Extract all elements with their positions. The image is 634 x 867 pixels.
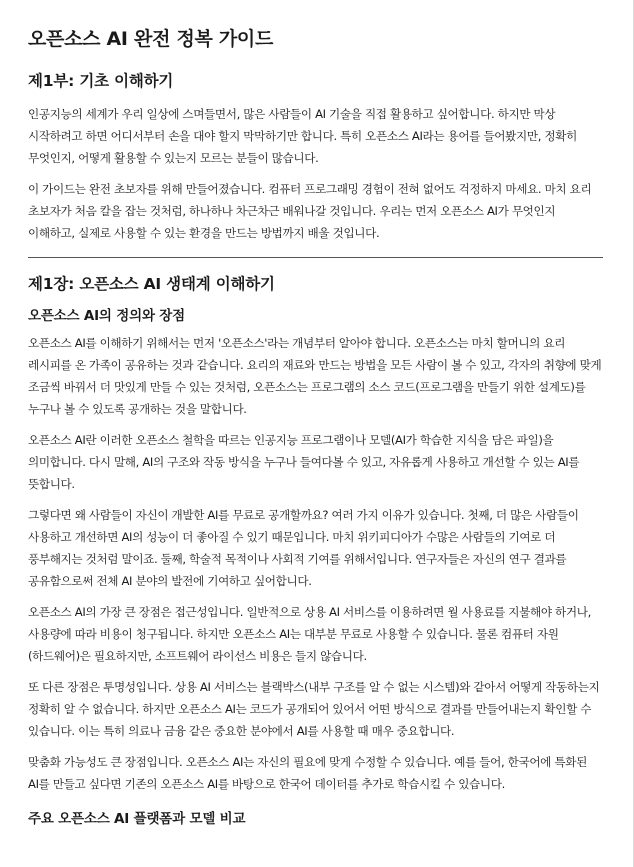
divider (28, 257, 603, 258)
paragraph: 인공지능의 세계가 우리 일상에 스며들면서, 많은 사람들이 AI 기술을 직접 활용하고 싶어합니다. 하지만 막상 시작하려고 하면 어디서부터 손을 대야 할지 막막하기만 합니다. 특히 오픈소스 AI라는 용어를 들어봤지만, 정확히 무엇인지, 어떻게 활용할 수 있는지 모르는 분들이 많습니다. (28, 107, 577, 165)
paragraph: 또 다른 장점은 투명성입니다. 상용 AI 서비스는 블랙박스(내부 구조를 알 수 없는 시스템)와 같아서 어떻게 작동하는지 정확히 알 수 없습니다. 하지만 오픈소스 AI는 코드가 공개되어 있어서 어떤 방식으로 결과를 만들어내는지 확인할 수 있습니다. 이는 특히 의료나 금융 같은 중요한 분야에서 AI를 사용할 때 매우 중요합니다. (28, 680, 600, 738)
section-heading: 주요 오픈소스 AI 플랫폼과 모델 비교 (28, 811, 246, 827)
paragraph: 오픈소스 AI를 이해하기 위해서는 먼저 '오픈소스'라는 개념부터 알아야 합니다. 오픈소스는 마치 할머니의 요리 레시피를 온 가족이 공유하는 것과 같습니다. 요리의 재료와 만드는 방법을 모든 사람이 볼 수 있고, 각자의 취향에 맞게 조금씩 바꿔서 더 맛있게 만들 수 있는 것처럼, 오픈소스는 프로그램의 소스 코드(프로그램을 만들기 위한 설계도)를 누구나 볼 수 있도록 공개하는 것을 말합니다. (28, 336, 602, 416)
chapter-heading: 제1장: 오픈소스 AI 생태계 이해하기 (28, 275, 275, 293)
paragraph: 오픈소스 AI의 가장 큰 장점은 접근성입니다. 일반적으로 상용 AI 서비스를 이용하려면 월 사용료를 지불해야 하거나, 사용량에 따라 비용이 청구됩니다. 하지만 오픈소스 AI는 대부분 무료로 사용할 수 있습니다. 물론 컴퓨터 자원(하드웨어)은 필요하지만, 소프트웨어 라이선스 비용은 들지 않습니다. (28, 605, 591, 663)
paragraph: 이 가이드는 완전 초보자를 위해 만들어졌습니다. 컴퓨터 프로그래밍 경험이 전혀 없어도 걱정하지 마세요. 마치 요리 초보자가 처음 칼을 잡는 것처럼, 하나하나 차근차근 배워나갈 것입니다. 우리는 먼저 오픈소스 AI가 무엇인지 이해하고, 실제로 사용할 수 있는 환경을 만드는 방법까지 배울 것입니다. (28, 182, 592, 240)
paragraph: 맞춤화 가능성도 큰 장점입니다. 오픈소스 AI는 자신의 필요에 맞게 수정할 수 있습니다. 예를 들어, 한국어에 특화된 AI를 만들고 싶다면 기존의 오픈소스 AI를 바탕으로 한국어 데이터를 추가로 학습시킬 수 있습니다. (28, 755, 587, 791)
section-heading: 오픈소스 AI의 정의와 장점 (28, 308, 185, 324)
paragraph: 오픈소스 AI란 이러한 오픈소스 철학을 따르는 인공지능 프로그램이나 모델(AI가 학습한 지식을 담은 파일)을 의미합니다. 다시 말해, AI의 구조와 작동 방식을 누구나 들여다볼 수 있고, 자유롭게 사용하고 개선할 수 있는 AI를 뜻합니다. (28, 433, 580, 491)
document-title: 오픈소스 AI 완전 정복 가이드 (28, 28, 274, 50)
paragraph: 그렇다면 왜 사람들이 자신이 개발한 AI를 무료로 공개할까요? 여러 가지 이유가 있습니다. 첫째, 더 많은 사람들이 사용하고 개선하면 AI의 성능이 더 좋아질 수 있기 때문입니다. 마치 위키피디아가 수많은 사람들의 기여로 더 풍부해지는 것처럼 말이죠. 둘째, 학술적 목적이나 사회적 기여를 위해서입니다. 연구자들은 자신의 연구 결과를 공유함으로써 전체 AI 분야의 발전에 기여하고 싶어합니다. (28, 508, 579, 588)
part-heading: 제1부: 기초 이해하기 (28, 72, 174, 90)
